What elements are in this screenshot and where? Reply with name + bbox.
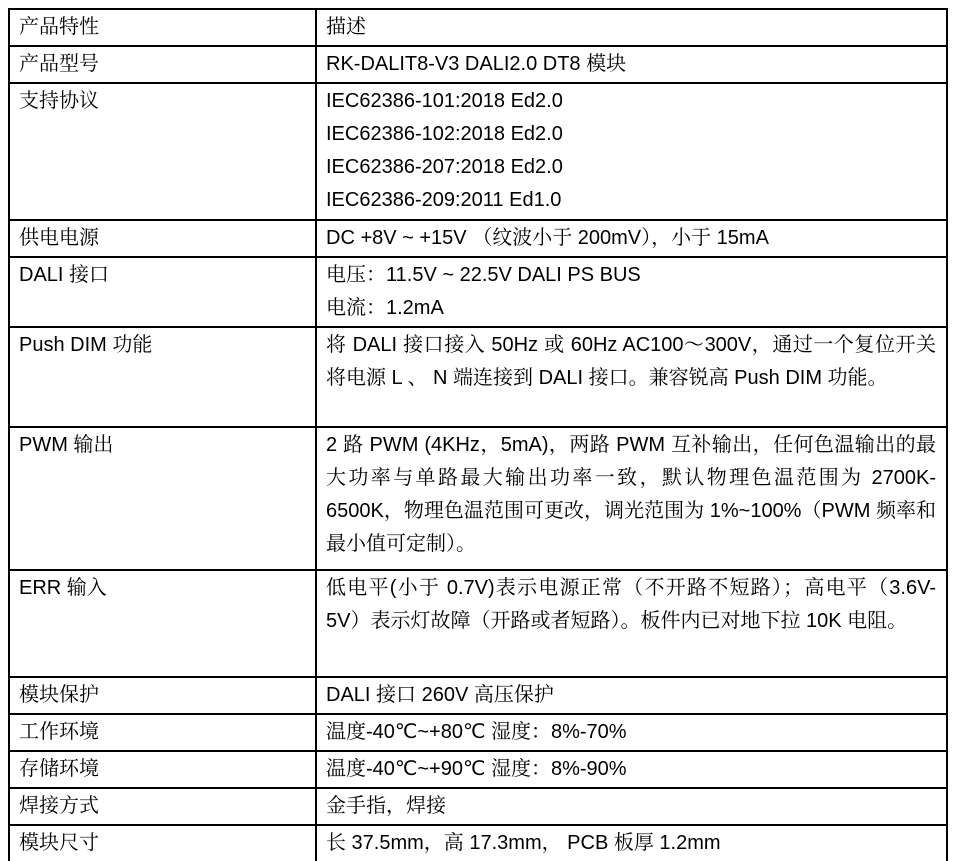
description-line: DALI 接口 260V 高压保护	[326, 684, 554, 706]
description-cell-push-dim	[316, 327, 947, 427]
feature-cell-soldering-method: 焊接方式	[9, 788, 316, 825]
feature-cell-pwm-output: PWM 输出	[9, 427, 316, 570]
table-row-module-dimensions	[9, 825, 947, 861]
description-line: 温度-40℃~+80℃ 湿度：8%-70%	[326, 721, 627, 743]
description-line: IEC62386-101:2018 Ed2.0	[326, 90, 563, 112]
table-row-protocols	[9, 83, 947, 220]
table-row-push-dim	[9, 327, 947, 427]
description-line: 将 DALI 接口接入 50Hz 或 60Hz AC100～300V，通过一个复位开关将电源 L 、 N 端连接到 DALI 接口。兼容锐高 Push DIM 功能。	[326, 334, 936, 389]
table-row-pwm-output	[9, 427, 947, 570]
feature-cell-storage-environment: 存储环境	[9, 751, 316, 788]
description-line: 温度-40℃~+90℃ 湿度：8%-90%	[326, 758, 627, 780]
table-row-soldering-method	[9, 788, 947, 825]
header-cell-description: 描述	[316, 9, 947, 46]
description-line: 电流：1.2mA	[326, 297, 444, 319]
description-line: 金手指，焊接	[326, 795, 446, 817]
feature-cell-power-supply: 供电电源	[9, 220, 316, 257]
table-header-row	[9, 9, 947, 46]
description-cell-model	[316, 46, 947, 83]
feature-cell-push-dim: Push DIM 功能	[9, 327, 316, 427]
feature-cell-protocols: 支持协议	[9, 83, 316, 220]
feature-cell-module-dimensions: 模块尺寸	[9, 825, 316, 861]
description-cell-soldering-method	[316, 788, 947, 825]
table-row-storage-environment	[9, 751, 947, 788]
table-row-power-supply	[9, 220, 947, 257]
description-line: IEC62386-102:2018 Ed2.0	[326, 123, 563, 145]
feature-cell-operating-environment: 工作环境	[9, 714, 316, 751]
description-cell-pwm-output	[316, 427, 947, 570]
description-line: IEC62386-209:2011 Ed1.0	[326, 189, 562, 211]
feature-cell-dali-interface: DALI 接口	[9, 257, 316, 327]
header-cell-feature: 产品特性	[9, 9, 316, 46]
description-line: RK-DALIT8-V3 DALI2.0 DT8 模块	[326, 53, 627, 75]
description-line: DC +8V ~ +15V （纹波小于 200mV），小于 15mA	[326, 227, 769, 249]
description-line: IEC62386-207:2018 Ed2.0	[326, 156, 563, 178]
table-row-err-input	[9, 570, 947, 677]
description-line: 长 37.5mm，高 17.3mm， PCB 板厚 1.2mm	[326, 832, 721, 854]
table-row-dali-interface	[9, 257, 947, 327]
description-cell-protocols	[316, 83, 947, 220]
description-cell-power-supply	[316, 220, 947, 257]
description-cell-storage-environment	[316, 751, 947, 788]
description-line: 电压：11.5V ~ 22.5V DALI PS BUS	[326, 264, 641, 286]
product-spec-table	[8, 8, 948, 861]
description-cell-module-protection	[316, 677, 947, 714]
table-row-model	[9, 46, 947, 83]
table-row-module-protection	[9, 677, 947, 714]
feature-cell-module-protection: 模块保护	[9, 677, 316, 714]
feature-cell-model: 产品型号	[9, 46, 316, 83]
description-cell-module-dimensions	[316, 825, 947, 861]
description-cell-dali-interface	[316, 257, 947, 327]
feature-cell-err-input: ERR 输入	[9, 570, 316, 677]
description-cell-err-input	[316, 570, 947, 677]
description-cell-operating-environment	[316, 714, 947, 751]
description-line: 低电平(小于 0.7V)表示电源正常（不开路不短路）；高电平（3.6V-5V）表示灯故障（开路或者短路）。板件内已对地下拉 10K 电阻。	[326, 577, 936, 632]
table-row-operating-environment	[9, 714, 947, 751]
description-line: 2 路 PWM (4KHz，5mA)，两路 PWM 互补输出，任何色温输出的最大功率与单路最大输出功率一致，默认物理色温范围为 2700K-6500K，物理色温范围可更改，调光范围为 1%~100%（PWM 频率和最小值可定制）。	[326, 434, 936, 555]
